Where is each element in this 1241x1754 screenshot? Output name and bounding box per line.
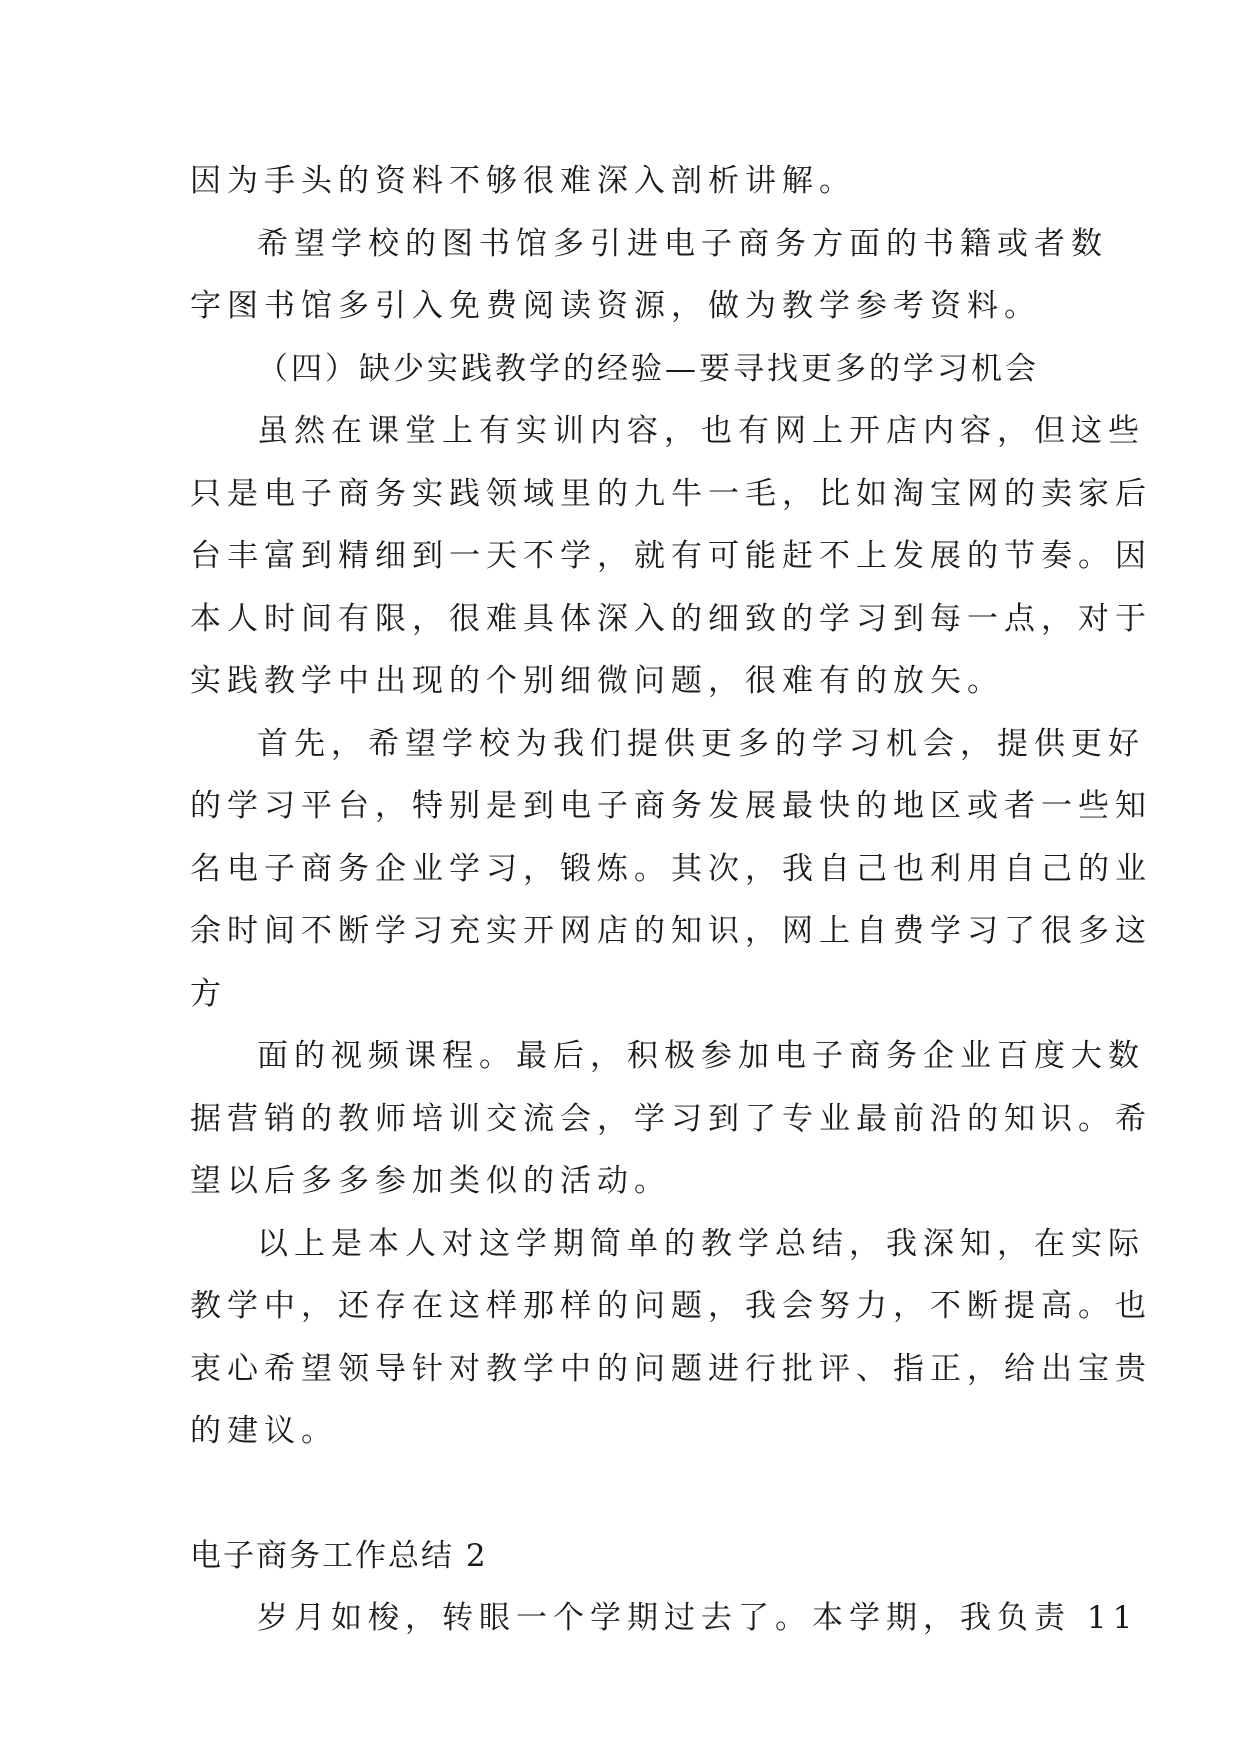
text-line: 以上是本人对这学期简单的教学总结，我深知，在实际 (257, 1225, 1145, 1262)
text-line: 希望学校的图书馆多引进电子商务方面的书籍或者数 (257, 225, 1108, 262)
text-line: 教学中，还存在这样那样的问题，我会努力，不断提高。也 (190, 1288, 1152, 1324)
report-section-2 (190, 1587, 1139, 1650)
text-line: 名电子商务企业学习，锻炼。其次，我自己也利用自己的业 (190, 850, 1152, 887)
text-line: 字图书馆多引入免费阅读资源，做为教学参考资料。 (190, 288, 1041, 324)
text-line: 衷心希望领导针对教学中的问题进行批评、指正，给出宝贵 (190, 1350, 1152, 1387)
text-line: 本人时间有限，很难具体深入的细致的学习到每一点，对于 (190, 600, 1152, 637)
text-line: 的建议。 (190, 1413, 338, 1449)
text-line: 望以后多多参加类似的活动。 (190, 1163, 671, 1199)
text-line: 据营销的教师培训交流会，学习到了专业最前沿的知识。希 (190, 1100, 1152, 1137)
text-line: 方 (190, 975, 227, 1012)
report-section-1 (190, 150, 1152, 1463)
text-line: 因为手头的资料不够很难深入剖析讲解。 (190, 163, 856, 199)
text-line: 台丰富到精细到一天不学，就有可能赶不上发展的节奏。因 (190, 538, 1152, 574)
text-line: 首先，希望学校为我们提供更多的学习机会，提供更好 (257, 725, 1145, 762)
document-body (190, 150, 1152, 1650)
text-line: 虽然在课堂上有实训内容，也有网上开店内容，但这些 (257, 413, 1145, 449)
text-line: 实践教学中出现的个别细微问题，很难有的放矢。 (190, 663, 1004, 699)
text-line: 的学习平台，特别是到电子商务发展最快的地区或者一些知 (190, 788, 1152, 824)
text-line: 面的视频课程。最后，积极参加电子商务企业百度大数 (257, 1038, 1145, 1074)
section-heading: 电子商务工作总结 2 (190, 1537, 488, 1574)
text-line: 余时间不断学习充实开网店的知识，网上自费学习了很多这 (190, 913, 1152, 949)
text-line: 岁月如梭，转眼一个学期过去了。本学期，我负责 11 (257, 1600, 1139, 1636)
text-line: （四）缺少实践教学的经验—要寻找更多的学习机会 (257, 350, 1039, 387)
text-line: 只是电子商务实践领域里的九牛一毛，比如淘宝网的卖家后 (190, 475, 1152, 512)
